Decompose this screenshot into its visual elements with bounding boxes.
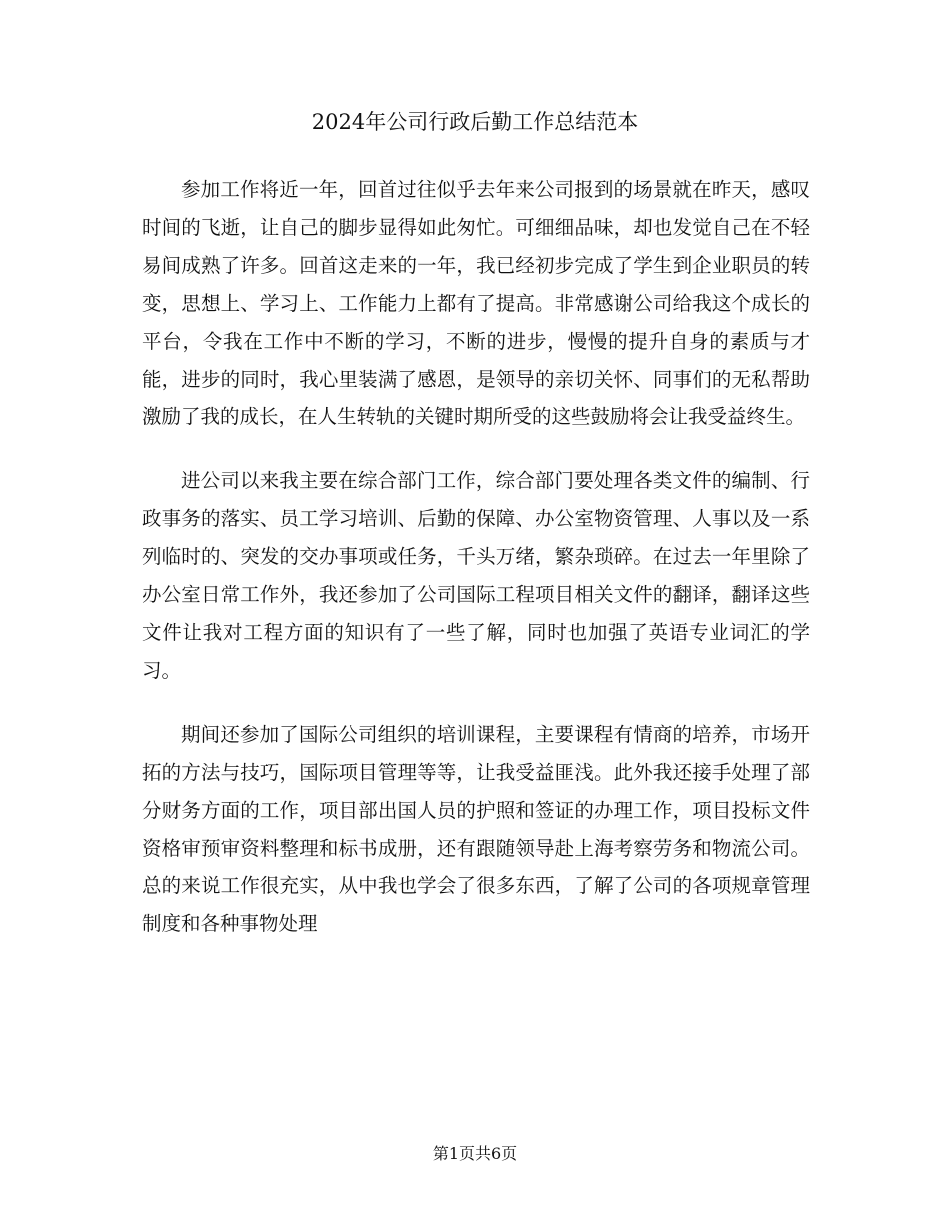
- document-body: [142, 171, 810, 969]
- paragraph-1: 参加工作将近一年，回首过往似乎去年来公司报到的场景就在昨天，感叹时间的飞逝，让自己的脚步显得如此匆忙。可细细品味，却也发觉自己在不轻易间成熟了许多。回首这走来的一年，我已经初步完成了学生到企业职员的转变，思想上、学习上、工作能力上都有了提高。非常感谢公司给我这个成长的平台，令我在工作中不断的学习，不断的进步，慢慢的提升自身的素质与才能，进步的同时，我心里装满了感恩，是领导的亲切关怀、同事们的无私帮助激励了我的成长，在人生转轨的关键时期所受的这些鼓励将会让我受益终生。: [142, 178, 810, 429]
- paragraph-3: 期间还参加了国际公司组织的培训课程，主要课程有情商的培养，市场开拓的方法与技巧，国际项目管理等等，让我受益匪浅。此外我还接手处理了部分财务方面的工作，项目部出国人员的护照和签证的办理工作，项目投标文件资格审预审资料整理和标书成册，还有跟随领导赴上海考察劳务和物流公司。总的来说工作很充实，从中我也学会了很多东西，了解了公司的各项规章管理制度和各种事物处理: [142, 722, 810, 936]
- paragraph-2: 进公司以来我主要在综合部门工作，综合部门要处理各类文件的编制、行政事务的落实、员工学习培训、后勤的保障、办公室物资管理、人事以及一系列临时的、突发的交办事项或任务，千头万绪，繁杂琐碎。在过去一年里除了办公室日常工作外，我还参加了公司国际工程项目相关文件的翻译，翻译这些文件让我对工程方面的知识有了一些了解，同时也加强了英语专业词汇的学习。: [142, 469, 810, 682]
- page-number: 第1页共6页: [432, 1144, 518, 1163]
- document-title: 2024年公司行政后勤工作总结范本: [311, 110, 639, 134]
